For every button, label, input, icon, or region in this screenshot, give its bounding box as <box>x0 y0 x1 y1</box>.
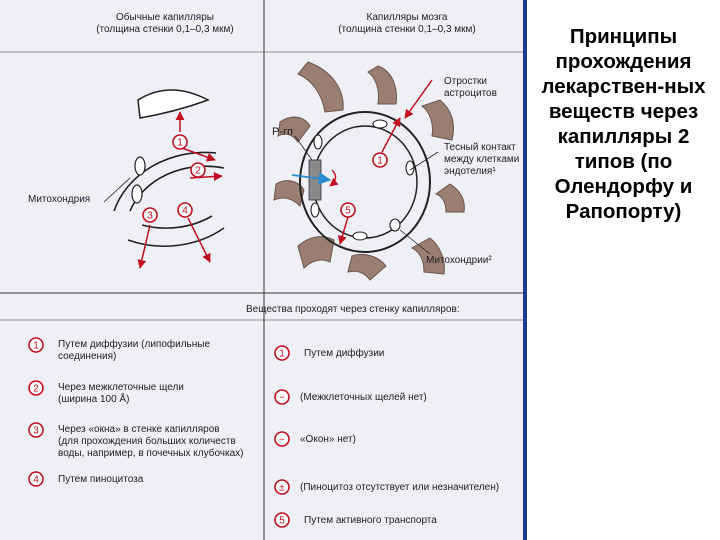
svg-text:1: 1 <box>279 348 285 360</box>
ordinary-capillaries-header: Обычные капилляры (толщина стенки 0,1–0,3 мкм) <box>96 12 234 35</box>
marker-1-right-text: 1 <box>377 155 383 167</box>
mitochondria-label-right: Митохондрии² <box>426 255 492 266</box>
capillary-wall-outer-arc-b <box>128 228 224 246</box>
svg-text:4: 4 <box>33 474 39 486</box>
tight-junction-label: Тесный контакт между клетками эндотелия¹ <box>444 142 520 177</box>
mitochondria-label-left: Митохондрия <box>28 194 91 205</box>
astrocyte-processes-label: Отростки астроцитов <box>444 76 497 99</box>
marker-1-text: 1 <box>177 137 183 149</box>
legend-heading: Вещества проходят через стенку капилляров: <box>246 304 460 315</box>
svg-text:1: 1 <box>33 340 39 352</box>
legend-right-item-2: (Межклеточных щелей нет) <box>300 392 427 403</box>
brain-capillary <box>274 62 464 280</box>
marker-3-text: 3 <box>147 210 153 222</box>
pgp-transporter-block <box>309 160 321 200</box>
legend-right-item-4: (Пиноцитоз отсутствует или незначителен) <box>300 482 500 493</box>
ordinary-capillary <box>104 90 224 268</box>
svg-text:−: − <box>279 392 285 404</box>
endothelial-cell-bulge <box>138 90 208 118</box>
capillary-wall-outer-arc-a <box>114 152 216 211</box>
marker-4-text: 4 <box>182 205 188 217</box>
svg-text:±: ± <box>279 482 285 494</box>
legend-markers-left <box>29 338 43 486</box>
marker-5-right-text: 5 <box>345 205 351 217</box>
capillary-wall-inner-arc-a <box>130 166 224 211</box>
svg-text:3: 3 <box>33 425 39 437</box>
legend-left-item-3: Через «окна» в стенке капилляров (для прохождения больших количеств воды, например, в почечных клубочках) <box>58 424 244 459</box>
legend-markers-right <box>275 346 289 527</box>
legend-right-item-3: «Окон» нет) <box>300 434 356 445</box>
astrocyte-processes <box>274 62 464 280</box>
marker-2-text: 2 <box>195 165 201 177</box>
svg-text:5: 5 <box>279 515 285 527</box>
brain-capillary-inner-wall <box>313 126 417 238</box>
legend-right-item-1: Путем диффузии <box>304 348 385 359</box>
brain-capillaries-header: Капилляры мозга (толщина стенки 0,1–0,3 мкм) <box>338 12 476 35</box>
pgp-efflux-arrow <box>330 170 336 186</box>
legend-left-item-2: Через межклеточные щели (ширина 100 Å) <box>58 382 184 405</box>
mito-label-line-left <box>104 178 130 202</box>
slide-title: Принципы прохождения лекарствен-ных веществ через капилляры 2 типов (по Олендорфу и Рапопорту) <box>541 25 706 223</box>
svg-text:−: − <box>279 434 285 446</box>
svg-text:2: 2 <box>33 383 39 395</box>
pgp-label: P-гп <box>272 126 293 138</box>
legend-left-item-1: Путем диффузии (липофильные соединения) <box>58 339 211 362</box>
legend-left-item-4: Путем пиноцитоза <box>58 474 144 485</box>
legend-right-item-5: Путем активного транспорта <box>304 515 437 526</box>
